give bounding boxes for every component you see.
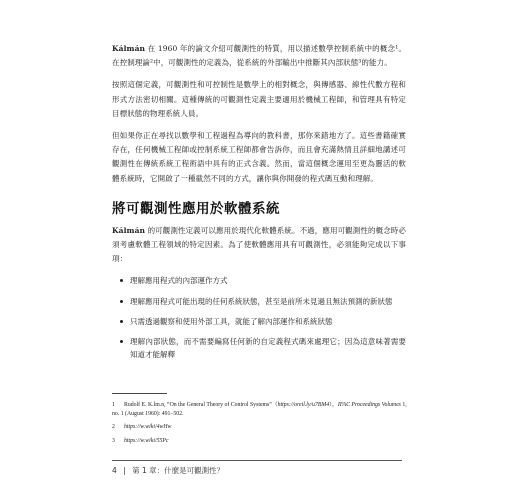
list-item: 只需透過觀察和使用外部工具，就能了解內部運作和系統狀態 — [112, 315, 406, 328]
paragraph-text: 的可觀測性定義可以應用於現代化軟體系統。不過，應用可觀測性的概念時必須考慮軟體工程領域的特定因素。為了使軟體應用具有可觀測性，必須能夠完成以下事項： — [112, 225, 406, 264]
bullet-icon — [120, 320, 123, 323]
page-number: 4 — [112, 466, 117, 475]
footnote-link[interactable]: https://oreil.ly/u7BM4 — [277, 402, 330, 408]
footnotes — [112, 401, 412, 450]
footnote-number: 3 — [112, 437, 115, 444]
footnote-2 — [112, 423, 412, 432]
list-item: 理解內部狀態，而不需要編寫任何新的自定義程式碼來處理它；因為這意味著需要知道才能解釋 — [112, 335, 406, 361]
author-name: Kálmán — [112, 44, 146, 53]
chapter-title: 第 1 章：什麼是可觀測性？ — [132, 466, 225, 475]
footnote-1: 1 Rudolf E. K.lm.n, “On the General Theory of Control Systems”（https://oreil.ly/u7BM4），IFAC Proceedings Volumes 1, no. 1 (August 1960): 491–502. — [112, 402, 407, 417]
footnote-divider — [112, 393, 167, 394]
bullet-icon — [120, 340, 123, 343]
footnote-link[interactable]: https://w.wiki/55Pc — [124, 437, 169, 444]
list-item: 理解應用程式的內部運作方式 — [112, 274, 406, 287]
paragraph-text: 按照這個定義，可觀測性和可控制性是數學上的相對概念，與傳感器、線性代數方程和形式方法密切相關。這種傳統的可觀測性定義主要適用於機械工程師，和管理具有特定目標狀態的物理系統人員。 — [112, 80, 406, 118]
paragraph-1 — [112, 42, 406, 70]
footnote-link[interactable]: https://w.wiki/4wHw — [124, 424, 172, 431]
paragraph-text: 在 1960 年的論文介紹可觀測性的特質，用以描述數學控制系統中的概念¹。在控制理論²中，可觀測性的定義為，從系統的外部輸出中推斷其內部狀態³的能力。 — [112, 44, 406, 68]
footnote-number: 1 — [112, 402, 115, 408]
list-item: 理解應用程式可能出現的任何系統狀態，甚至是前所未見過且無法預測的新狀態 — [112, 295, 406, 308]
section-intro — [112, 224, 406, 267]
bullet-icon — [120, 279, 123, 282]
main-content — [112, 42, 406, 368]
section-heading: 將可觀測性應用於軟體系統 — [112, 200, 280, 217]
page-footer — [112, 465, 228, 476]
journal-title: IFAC Proceedings Volumes — [337, 402, 401, 408]
requirements-list — [112, 274, 406, 361]
footer-divider — [112, 460, 402, 461]
footnote-number: 2 — [112, 424, 115, 431]
author-name: Kálmán — [112, 225, 146, 235]
paragraph-2 — [112, 78, 406, 121]
footer-separator: | — [123, 466, 126, 475]
footnote-3 — [112, 437, 412, 446]
paragraph-3 — [112, 129, 406, 186]
bullet-icon — [120, 300, 123, 303]
paragraph-text: 但如果你正在尋找以數學和工程過程為導向的教科書，那你來錯地方了。這些書籍確實存在，任何機械工程師或控制系統工程師都會告訴你，而且會充滿熱情且詳細地講述可觀測性在傳統系統工程術語中具有的正式含義。然而，當這個概念運用至更為靈活的軟體系統時，它開啟了一種截然不同的方式，讓你與你開發的程式碼互動和理解。 — [112, 131, 406, 183]
